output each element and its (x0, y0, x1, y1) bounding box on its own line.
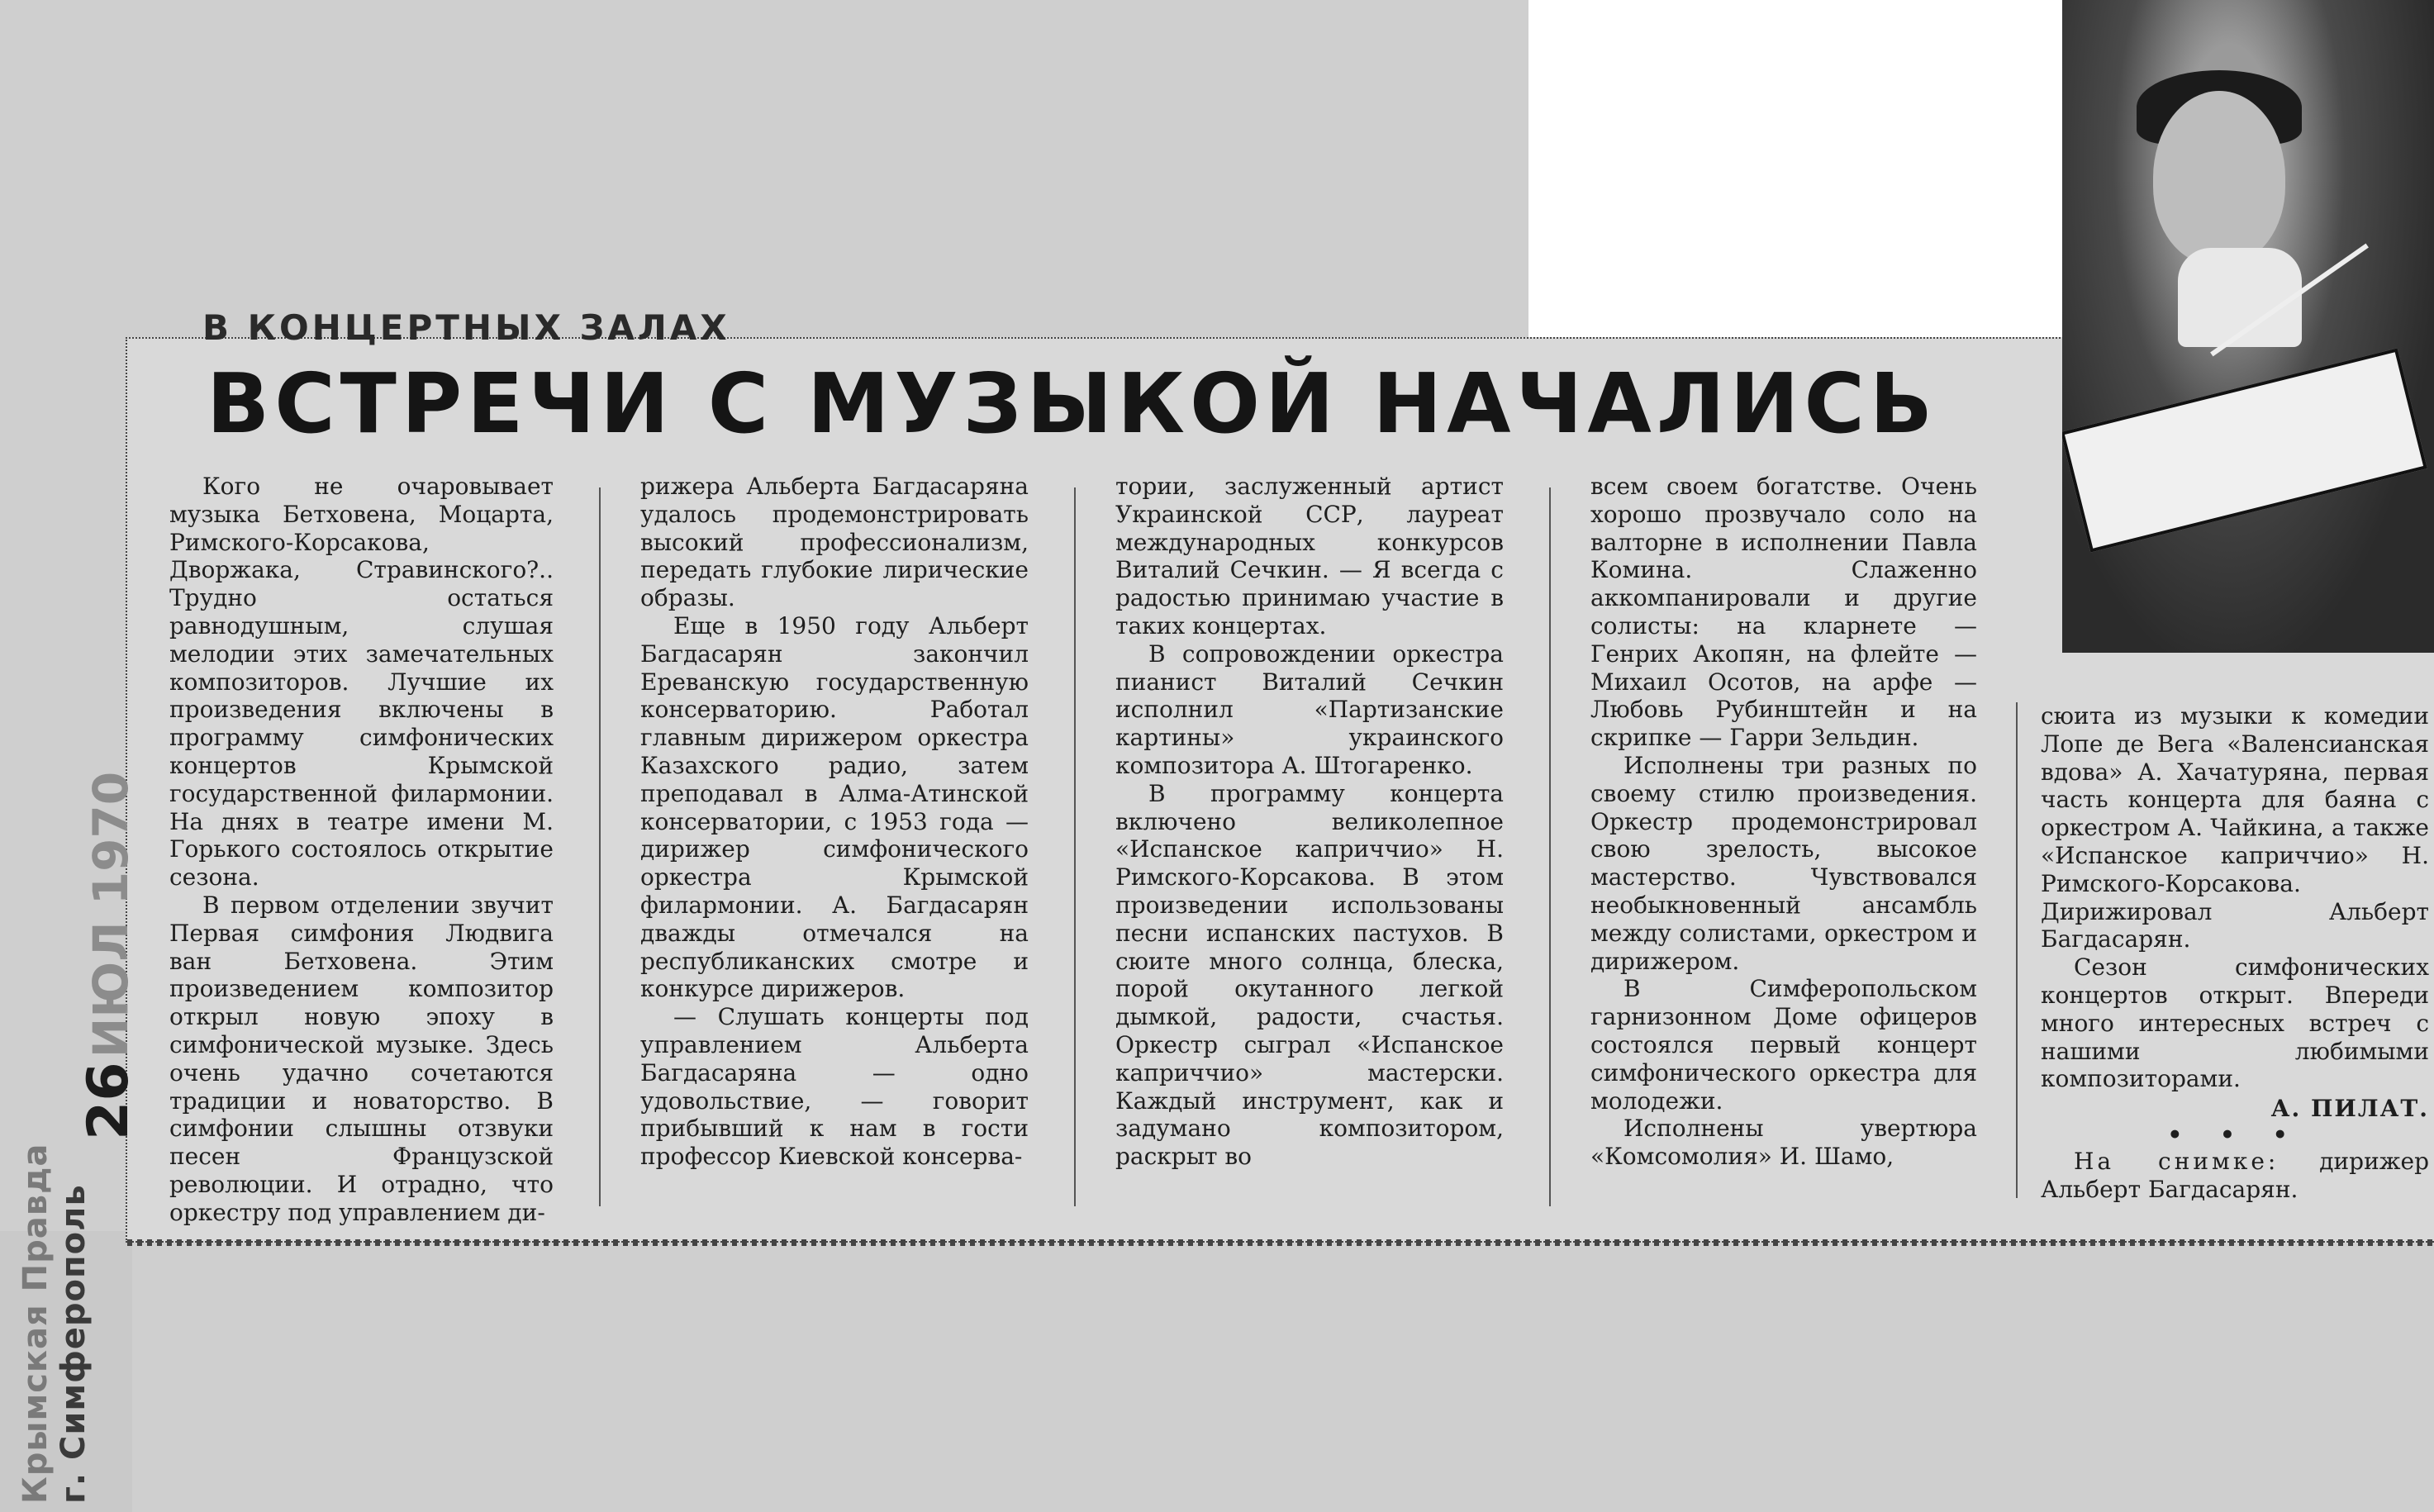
column-rule (2016, 702, 2018, 1198)
section-kicker: В КОНЦЕРТНЫХ ЗАЛАХ (202, 307, 730, 348)
article-headline: ВСТРЕЧИ С МУЗЫКОЙ НАЧАЛИСЬ (207, 355, 1938, 452)
article-column-4 (1590, 473, 1977, 1171)
date-stamp-day: 26 (76, 1062, 141, 1140)
backing-sheet-right (1528, 1231, 2434, 1512)
paragraph: рижера Альберта Багдасаряна удалось продемонстрировать высокий профессионализм, передать глубокие лирические образы. (640, 473, 1029, 612)
stamp-city: г. Симферополь (55, 1184, 93, 1504)
column-rule (1074, 487, 1076, 1206)
paragraph: всем своем богатстве. Очень хорошо прозвучало соло на валторне в исполнении Павла Комина. Слаженно аккомпанировали и другие солисты: на кларнете — Генрих Акопян, на флейте — Михаил Осотов, на арфе — Любовь Рубинштейн и на скрипке — Гарри Зельдин. (1590, 473, 1977, 752)
paragraph: сюита из музыки к комедии Лопе де Вега «Валенсианская вдова» А. Хачатуряна, первая часть концерта для баяна с оркестром А. Чайкина, а также «Испанское каприччио» Н. Римского-Корсакова. Дирижировал Альберт Багдасарян. (2041, 702, 2429, 953)
column-rule (1549, 487, 1551, 1206)
clipping-cut-edge (127, 1239, 2434, 1246)
article-column-3 (1115, 473, 1504, 1171)
paragraph: тории, заслуженный артист Украинской ССР, лауреат международных конкурсов Виталий Сечкин. — Я всегда с радостью принимаю участие в таких концертах. (1115, 473, 1504, 640)
paragraph: В первом отделении звучит Первая симфония Людвига ван Бетховена. Этим произведением композитор открыл новую эпоху в симфонической музыке. Здесь очень удачно сочетаются традиции и новаторство. В симфонии слышны отзвуки песен Французской революции. И отрадно, что оркестру под управлением ди- (169, 891, 554, 1226)
paragraph: Исполнены три разных по своему стилю произведения. Оркестр продемонстрировал свою зрелость, высокое мастерство. Чувствовался необыкновенный ансамбль между солистами, оркестром и дирижером. (1590, 751, 1977, 975)
photo-score-book (2062, 348, 2427, 552)
conductor-photo (2062, 0, 2434, 653)
paragraph: Еще в 1950 году Альберт Багдасарян закончил Ереванскую государственную консерваторию. Работал главным дирижером оркестра Казахского радио, затем преподавал в Алма-Атинской консерватории, с 1953 года — дирижер симфонического оркестра Крымской филармонии. А. Багдасарян дважды отмечался на республиканских смотре и конкурсе дирижеров. (640, 611, 1029, 1003)
caption-label: На снимке: (2074, 1147, 2279, 1175)
stamp-newspaper-name: Крымская Правда (17, 1143, 55, 1504)
photo-face (2153, 91, 2285, 264)
paragraph: В Симферопольском гарнизонном Доме офицеров состоялся первый концерт симфонического оркестра для молодежи. (1590, 975, 1977, 1115)
article-column-5 (2041, 702, 2429, 1204)
photo-caption (2041, 1148, 2429, 1204)
article-column-2 (640, 473, 1029, 1171)
caption-text: дирижер Альберт Багдасарян. (2041, 1147, 2429, 1203)
paragraph: В сопровождении оркестра пианист Виталий Сечкин исполнил «Партизанские картины» украинского композитора А. Штогаренко. (1115, 640, 1504, 779)
separator-dots: • • • (2167, 1120, 2303, 1148)
article-author: А. ПИЛАТ. (2270, 1095, 2429, 1123)
paragraph: В программу концерта включено великолепное «Испанское каприччио» Н. Римского-Корсакова. В этом произведении использованы песни испанских пастухов. В сюите много солнца, блеска, порой окутанного легкой дымкой, радости, счастья. Оркестр сыграл «Испанское каприччио» мастерски. Каждый инструмент, как и задумано композитором, раскрыт во (1115, 779, 1504, 1171)
paragraph: Исполнены увертюра «Комсомолия» И. Шамо, (1590, 1115, 1977, 1171)
date-stamp (76, 772, 141, 1140)
date-stamp-month-year: ИЮЛ 1970 (83, 771, 139, 1058)
article-column-1 (169, 473, 554, 1227)
paragraph: — Слушать концерты под управлением Альберта Багдасаряна — одно удовольствие, — говорит прибывший к нам в гости профессор Киевской консерва- (640, 1003, 1029, 1171)
paragraph: Кого не очаровывает музыка Бетховена, Моцарта, Римского-Корсакова, Дворжака, Стравинского?.. Трудно остаться равнодушным, слушая мелодии этих замечательных композиторов. Лучшие их произведения включены в программу симфонических концертов Крымской государственной филармонии. На днях в театре имени М. Горького состоялось открытие сезона. (169, 473, 554, 892)
column-rule (599, 487, 601, 1206)
paragraph: Сезон симфонических концертов открыт. Впереди много интересных встреч с нашими любимыми композиторами. (2041, 953, 2429, 1093)
